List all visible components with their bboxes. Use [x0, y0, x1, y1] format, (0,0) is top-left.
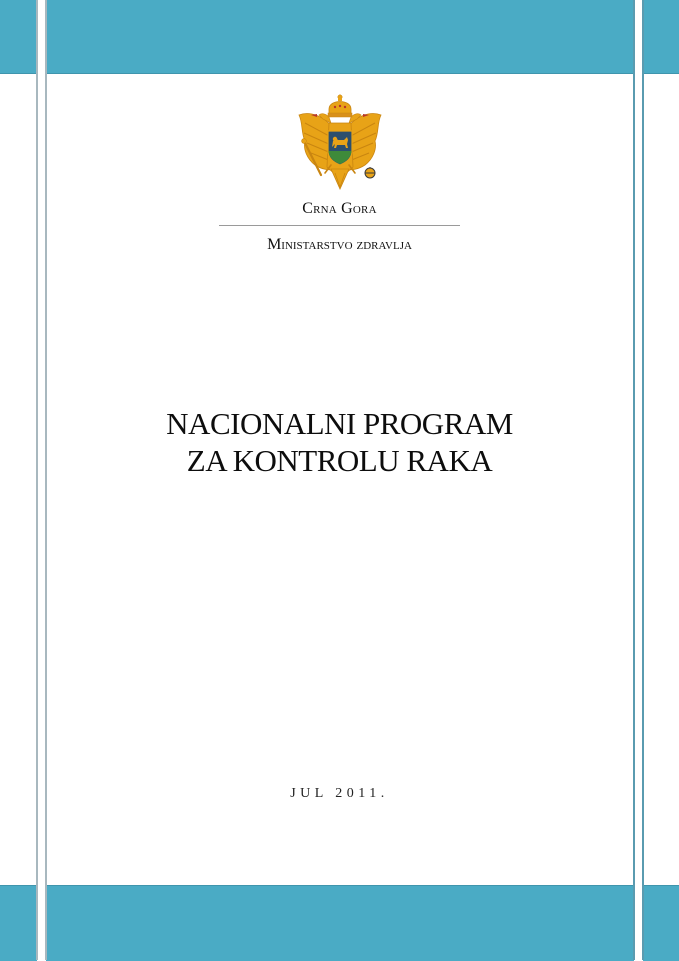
- title-line-1: NACIONALNI PROGRAM: [166, 406, 513, 441]
- top-banner-right: [643, 0, 679, 74]
- bottom-banner: [46, 885, 634, 961]
- left-rule-outer: [36, 0, 38, 960]
- top-banner-left: [0, 0, 37, 74]
- right-rule-inner: [633, 0, 635, 960]
- country-name: Crna Gora: [302, 200, 377, 217]
- ministry-name: Ministarstvo zdravlja: [267, 236, 412, 253]
- header-divider: [219, 225, 460, 226]
- bottom-banner-right: [643, 885, 679, 961]
- bottom-banner-left: [0, 885, 37, 961]
- top-banner: [46, 0, 634, 74]
- coat-of-arms-icon: [295, 93, 385, 191]
- document-title: [0, 405, 679, 479]
- publication-date: JUL 2011.: [290, 786, 389, 801]
- title-line-2: ZA KONTROLU RAKA: [186, 443, 493, 478]
- right-rule-outer: [642, 0, 644, 960]
- left-rule-inner: [45, 0, 47, 960]
